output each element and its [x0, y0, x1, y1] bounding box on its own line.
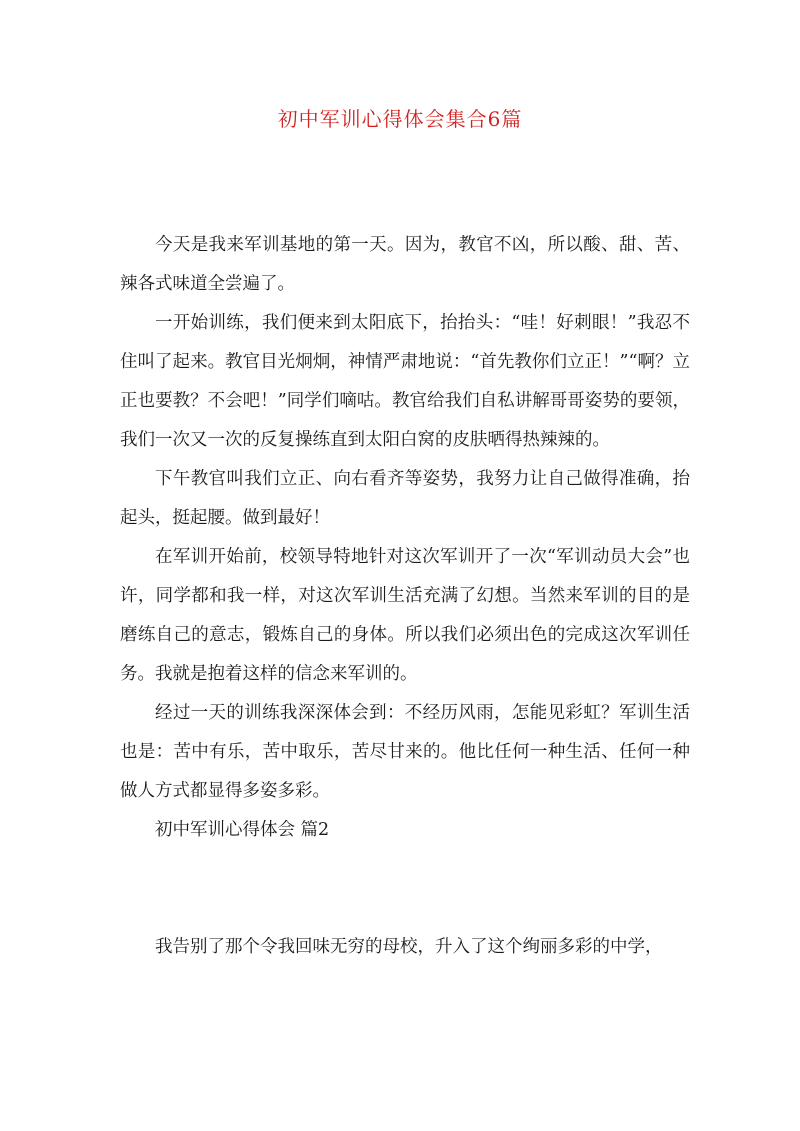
paragraph-3: 下午教官叫我们立正、向右看齐等姿势，我努力让自己做得准确，抬起头，挺起腰。做到最好！ [120, 469, 690, 528]
paragraph-5: 经过一天的训练我深深体会到：不经历风雨，怎能见彩虹？军训生活也是：苦中有乐，苦中取乐，苦尽甘来的。他比任何一种生活、任何一种做人方式都显得多姿多彩。 [120, 703, 690, 801]
document-title: 初中军训心得体会集合6篇 [277, 107, 523, 131]
paragraph-1: 今天是我来军训基地的第一天。因为，教官不凶，所以酸、甜、苦、辣各式味道全尝遍了。 [120, 235, 690, 294]
section-heading-2: 初中军训心得体会 篇2 [155, 820, 330, 840]
section-spacer [120, 850, 690, 928]
document-body [120, 226, 690, 967]
paragraph-2: 一开始训练，我们便来到太阳底下，抬抬头：“哇！好刺眼！”我忍不住叫了起来。教官目光炯炯，神情严肃地说：“首先教你们立正！”“啊？立正也要教？不会吧！”同学们嘀咕。教官给我们自私讲解哥哥姿势的要领，我们一次又一次的反复操练直到太阳白窝的皮肤晒得热辣辣的。 [120, 313, 690, 450]
paragraph-4: 在军训开始前，校领导特地针对这次军训开了一次“军训动员大会”也许，同学都和我一样，对这次军训生活充满了幻想。当然来军训的目的是磨练自己的意志，锻炼自己的身体。所以我们必须出色的完成这次军训任务。我就是抱着这样的信念来军训的。 [120, 547, 690, 684]
section2-paragraph-1: 我告别了那个令我回味无穷的母校，升入了这个绚丽多彩的中学， [155, 937, 663, 957]
